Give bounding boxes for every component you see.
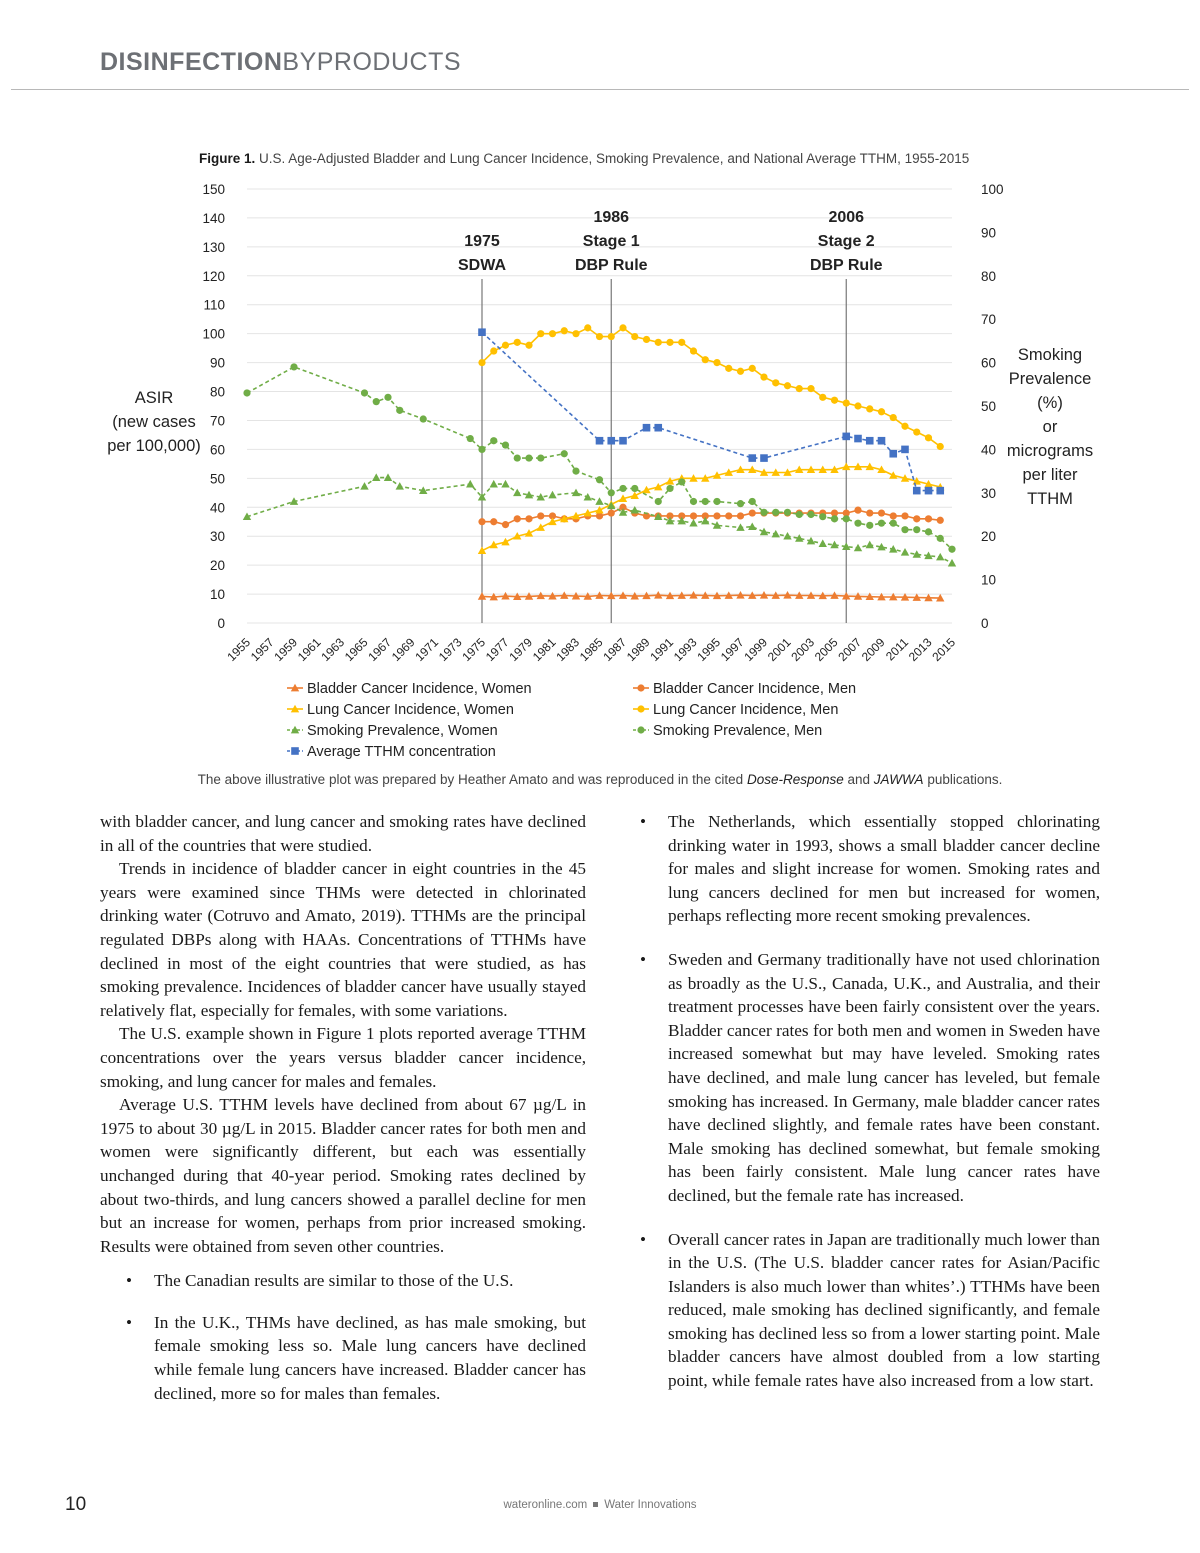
data-point bbox=[643, 424, 651, 432]
data-point bbox=[736, 523, 744, 531]
data-point bbox=[537, 454, 544, 461]
bullet-dot: • bbox=[640, 812, 647, 831]
event-annotation: SDWA bbox=[458, 257, 506, 274]
data-point bbox=[796, 385, 803, 392]
data-point bbox=[913, 515, 920, 522]
bullet-item bbox=[640, 948, 1100, 1208]
article-column-left bbox=[100, 810, 586, 1405]
figure-note-and: and bbox=[843, 772, 874, 787]
section-header-bold: DISINFECTION bbox=[100, 48, 283, 76]
x-tick: 1971 bbox=[412, 635, 442, 665]
data-point bbox=[866, 509, 873, 516]
data-point bbox=[525, 515, 532, 522]
data-point bbox=[466, 480, 474, 488]
data-point bbox=[537, 330, 544, 337]
data-point bbox=[936, 487, 944, 495]
event-annotation: Stage 2 bbox=[817, 233, 875, 250]
x-tick: 1985 bbox=[576, 635, 606, 665]
y-tick-left: 100 bbox=[202, 326, 225, 342]
footer-publication: Water Innovations bbox=[604, 1499, 697, 1511]
data-point bbox=[843, 515, 850, 522]
section-header bbox=[100, 48, 461, 77]
data-point bbox=[467, 435, 474, 442]
data-point bbox=[572, 330, 579, 337]
y-axis-label-left: ASIR bbox=[134, 389, 174, 407]
figure-note-suffix: publications. bbox=[923, 772, 1003, 787]
data-point bbox=[619, 324, 626, 331]
x-tick: 2013 bbox=[905, 635, 935, 665]
data-point bbox=[596, 437, 604, 445]
data-point bbox=[631, 333, 638, 340]
data-point bbox=[243, 389, 250, 396]
data-point bbox=[878, 408, 885, 415]
data-point bbox=[561, 450, 568, 457]
data-point bbox=[937, 443, 944, 450]
data-point bbox=[396, 482, 404, 490]
data-point bbox=[478, 518, 485, 525]
data-point bbox=[372, 473, 380, 481]
bullet-text: The Canadian results are similar to those of the U.S. bbox=[154, 1271, 514, 1291]
data-point bbox=[608, 333, 615, 340]
x-tick: 1989 bbox=[623, 635, 653, 665]
x-tick: 1977 bbox=[482, 635, 512, 665]
data-point bbox=[478, 546, 486, 554]
data-point bbox=[595, 497, 603, 505]
figure-note bbox=[0, 772, 1200, 787]
x-tick: 1963 bbox=[318, 635, 348, 665]
page-number: 10 bbox=[65, 1494, 87, 1515]
data-point bbox=[654, 424, 662, 432]
data-point bbox=[478, 328, 486, 336]
x-tick: 1959 bbox=[271, 635, 301, 665]
y-tick-left: 10 bbox=[209, 587, 225, 603]
x-tick: 1967 bbox=[365, 635, 395, 665]
data-point bbox=[878, 437, 886, 445]
x-tick: 1995 bbox=[694, 635, 724, 665]
data-point bbox=[384, 473, 392, 481]
data-point bbox=[490, 347, 497, 354]
data-point bbox=[772, 530, 780, 538]
data-point bbox=[514, 515, 521, 522]
data-point bbox=[760, 454, 768, 462]
data-point bbox=[819, 513, 826, 520]
data-point bbox=[596, 476, 603, 483]
data-point bbox=[525, 454, 532, 461]
data-point bbox=[502, 441, 509, 448]
data-point bbox=[290, 363, 297, 370]
y-axis-label-right: Prevalence bbox=[1008, 370, 1092, 388]
x-tick: 1981 bbox=[529, 635, 559, 665]
legend-label: Average TTHM concentration bbox=[307, 744, 496, 760]
data-point bbox=[937, 535, 944, 542]
bullet-item bbox=[640, 810, 1100, 928]
data-point bbox=[925, 487, 933, 495]
bullet-item bbox=[640, 1228, 1100, 1393]
data-point bbox=[807, 511, 814, 518]
bullet-text: In the U.K., THMs have declined, as has male smoking, but female smoking less so. Male lung cancers have declined while female lung cancers have increased. Bladder cancer has declined, more so for males than females. bbox=[154, 1312, 586, 1403]
data-point bbox=[513, 489, 521, 497]
data-point bbox=[749, 498, 756, 505]
data-point bbox=[537, 523, 545, 531]
data-point bbox=[702, 356, 709, 363]
y-tick-left: 80 bbox=[209, 384, 225, 400]
data-point bbox=[936, 553, 944, 561]
y-tick-right: 30 bbox=[981, 485, 997, 501]
data-point bbox=[608, 509, 615, 516]
data-point bbox=[796, 511, 803, 518]
data-point bbox=[772, 509, 779, 516]
footer-site: wateronline.com bbox=[503, 1499, 588, 1511]
data-point bbox=[913, 428, 920, 435]
data-point bbox=[478, 446, 485, 453]
data-point bbox=[713, 359, 720, 366]
y-axis-label-left: (new cases bbox=[112, 413, 196, 431]
data-point bbox=[737, 368, 744, 375]
y-tick-right: 100 bbox=[981, 182, 1004, 197]
data-point bbox=[690, 498, 697, 505]
data-point bbox=[901, 526, 908, 533]
y-tick-left: 60 bbox=[209, 442, 225, 458]
bullet-text: Overall cancer rates in Japan are traditionally much lower than in the U.S. (The U.S. bladder cancer rates for Asian/Pacific Islanders is also much lower than whites’.) TTHMs have been reduced, male smoking has declined significantly, and female smoking has declined less so from a lower starting point. Male bladder cancers have almost doubled from a low starting point, while female rates have also increased from a low start. bbox=[668, 1229, 1100, 1391]
data-point bbox=[549, 330, 556, 337]
data-point bbox=[420, 415, 427, 422]
bullet-dot: • bbox=[640, 949, 647, 969]
data-point bbox=[561, 327, 568, 334]
x-tick: 2009 bbox=[858, 635, 888, 665]
data-point bbox=[514, 454, 521, 461]
data-point bbox=[819, 539, 827, 547]
data-point bbox=[937, 517, 944, 524]
data-point bbox=[537, 512, 544, 519]
data-point bbox=[384, 394, 391, 401]
data-point bbox=[607, 437, 615, 445]
data-point bbox=[737, 500, 744, 507]
y-tick-right: 90 bbox=[981, 225, 997, 241]
legend-marker bbox=[637, 726, 644, 733]
data-point bbox=[866, 405, 873, 412]
data-point bbox=[373, 398, 380, 405]
data-point bbox=[925, 515, 932, 522]
data-point bbox=[502, 342, 509, 349]
bullet-item bbox=[100, 1311, 586, 1405]
data-point bbox=[725, 512, 732, 519]
figure-note-journal-2: JAWWA bbox=[873, 772, 924, 787]
data-point bbox=[878, 520, 885, 527]
data-point bbox=[608, 489, 615, 496]
bullet-item bbox=[100, 1269, 586, 1293]
legend-marker bbox=[637, 684, 644, 691]
x-tick: 1975 bbox=[459, 635, 489, 665]
data-point bbox=[666, 485, 673, 492]
figure-label: Figure 1. bbox=[199, 151, 256, 166]
y-tick-left: 130 bbox=[202, 239, 225, 255]
data-point bbox=[619, 437, 627, 445]
data-point bbox=[478, 359, 485, 366]
x-tick: 1979 bbox=[506, 635, 536, 665]
figure-chart bbox=[95, 175, 1105, 770]
data-point bbox=[643, 336, 650, 343]
data-point bbox=[760, 509, 767, 516]
data-point bbox=[807, 385, 814, 392]
figure-caption bbox=[199, 151, 969, 166]
y-tick-right: 50 bbox=[981, 399, 997, 414]
data-point bbox=[631, 491, 639, 499]
data-point bbox=[749, 509, 756, 516]
data-point bbox=[631, 485, 638, 492]
y-axis-label-right: Smoking bbox=[1017, 346, 1083, 364]
data-point bbox=[490, 518, 497, 525]
x-tick: 1961 bbox=[294, 635, 324, 665]
data-point bbox=[842, 433, 850, 441]
y-tick-right: 20 bbox=[981, 529, 997, 545]
x-tick: 2011 bbox=[882, 635, 912, 664]
series-line bbox=[482, 467, 940, 551]
data-point bbox=[548, 491, 556, 499]
data-point bbox=[748, 454, 756, 462]
data-point bbox=[361, 389, 368, 396]
data-point bbox=[772, 379, 779, 386]
event-annotation: 1986 bbox=[593, 209, 630, 226]
data-point bbox=[854, 507, 861, 514]
footer-separator bbox=[593, 1502, 598, 1507]
data-point bbox=[689, 519, 697, 527]
y-tick-left: 150 bbox=[202, 182, 225, 197]
data-point bbox=[501, 538, 509, 546]
data-point bbox=[948, 559, 956, 567]
data-point bbox=[678, 478, 685, 485]
data-point bbox=[819, 394, 826, 401]
legend-label: Smoking Prevalence, Women bbox=[307, 723, 498, 739]
data-point bbox=[702, 498, 709, 505]
x-tick: 1997 bbox=[717, 635, 747, 665]
data-point bbox=[854, 520, 861, 527]
y-tick-right: 10 bbox=[981, 572, 997, 588]
x-tick: 2001 bbox=[764, 635, 794, 665]
y-tick-right: 60 bbox=[981, 355, 997, 371]
y-tick-left: 0 bbox=[217, 616, 225, 631]
data-point bbox=[713, 512, 720, 519]
y-tick-left: 110 bbox=[203, 297, 225, 313]
figure-caption-text: U.S. Age-Adjusted Bladder and Lung Cancer Incidence, Smoking Prevalence, and National Average TTHM, 1955-2015 bbox=[259, 151, 970, 166]
data-point bbox=[666, 339, 673, 346]
data-point bbox=[866, 541, 874, 549]
series-line bbox=[482, 328, 940, 447]
data-point bbox=[678, 339, 685, 346]
data-point bbox=[655, 339, 662, 346]
body-paragraph: Average U.S. TTHM levels have declined from about 67 µg/L in 1975 to about 30 µg/L in 2015. Bladder cancer rates for both men and women were significantly different, but each was essentially unchanged during that 40-year period. Smoking rates declined by about two-thirds, and lung cancers showed a parallel decline for men but an increase for women, perhaps from prior increased smoking. Results were obtained from seven other countries. bbox=[100, 1095, 586, 1256]
data-point bbox=[889, 450, 897, 458]
data-point bbox=[725, 365, 732, 372]
data-point bbox=[596, 333, 603, 340]
y-axis-label-left: per 100,000) bbox=[107, 437, 201, 455]
data-point bbox=[655, 498, 662, 505]
x-tick: 1969 bbox=[388, 635, 418, 665]
event-annotation: 1975 bbox=[464, 233, 500, 250]
body-paragraph: Trends in incidence of bladder cancer in eight countries in the 45 years were examined since THMs were detected in chlorinated drinking water (Cotruvo and Amato, 2019). TTHMs are the principal regulated DBPs along with HAAs. Concentrations of TTHMs have declined in most of the eight countries that were studied, as has smoking prevalence. Incidences of bladder cancer have usually stayed relatively flat, especially for females, with some variations. bbox=[100, 859, 586, 1020]
data-point bbox=[901, 446, 909, 454]
data-point bbox=[925, 528, 932, 535]
figure-note-journal-1: Dose-Response bbox=[746, 772, 844, 787]
y-tick-right: 80 bbox=[981, 268, 997, 284]
y-tick-left: 50 bbox=[209, 471, 225, 487]
y-tick-left: 120 bbox=[202, 268, 225, 284]
legend-marker bbox=[291, 747, 299, 755]
page-footer bbox=[0, 1499, 1200, 1511]
data-point bbox=[866, 437, 874, 445]
x-tick: 1987 bbox=[600, 635, 630, 665]
data-point bbox=[948, 546, 955, 553]
data-point bbox=[501, 480, 509, 488]
data-point bbox=[525, 342, 532, 349]
data-point bbox=[654, 483, 662, 491]
x-tick: 1957 bbox=[247, 635, 277, 665]
body-paragraph: with bladder cancer, and lung cancer and smoking rates have declined in all of the countries that were studied. bbox=[100, 812, 586, 855]
bullet-dot: • bbox=[126, 1312, 133, 1332]
y-tick-left: 90 bbox=[209, 355, 225, 371]
data-point bbox=[925, 434, 932, 441]
section-header-light: BYPRODUCTS bbox=[282, 48, 462, 76]
data-point bbox=[890, 520, 897, 527]
x-tick: 2015 bbox=[929, 635, 959, 665]
x-tick: 2005 bbox=[811, 635, 841, 665]
data-point bbox=[490, 480, 498, 488]
legend-label: Smoking Prevalence, Men bbox=[653, 723, 823, 739]
x-tick: 1991 bbox=[647, 635, 677, 665]
data-point bbox=[619, 485, 626, 492]
data-point bbox=[713, 498, 720, 505]
data-point bbox=[831, 397, 838, 404]
y-tick-left: 40 bbox=[209, 500, 225, 516]
legend-label: Lung Cancer Incidence, Men bbox=[653, 702, 839, 718]
bullet-dot: • bbox=[126, 1271, 133, 1291]
x-tick: 1999 bbox=[741, 635, 771, 665]
data-point bbox=[901, 423, 908, 430]
data-point bbox=[360, 482, 368, 490]
figure-note-prefix: The above illustrative plot was prepared by Heather Amato and was reproduced in the cited bbox=[197, 772, 747, 787]
header-divider bbox=[11, 89, 1189, 90]
data-point bbox=[502, 521, 509, 528]
data-point bbox=[396, 407, 403, 414]
data-point bbox=[866, 522, 873, 529]
data-point bbox=[843, 400, 850, 407]
y-axis-label-right: micrograms bbox=[1006, 442, 1094, 460]
data-point bbox=[913, 526, 920, 533]
x-tick: 1965 bbox=[341, 635, 371, 665]
article-column-right bbox=[640, 810, 1100, 1413]
y-tick-right: 70 bbox=[981, 312, 997, 328]
y-axis-label-right: TTHM bbox=[1027, 490, 1073, 508]
data-point bbox=[572, 468, 579, 475]
data-point bbox=[831, 515, 838, 522]
data-point bbox=[890, 414, 897, 421]
data-point bbox=[901, 548, 909, 556]
data-point bbox=[889, 471, 897, 479]
data-point bbox=[749, 365, 756, 372]
event-annotation: 2006 bbox=[828, 209, 865, 226]
data-point bbox=[490, 437, 497, 444]
y-tick-left: 70 bbox=[209, 413, 225, 429]
data-point bbox=[784, 382, 791, 389]
legend-label: Bladder Cancer Incidence, Men bbox=[653, 681, 857, 697]
data-point bbox=[854, 435, 862, 443]
body-paragraph: The U.S. example shown in Figure 1 plots reported average TTHM concentrations over the years versus bladder cancer incidence, smoking, and lung cancer for males and females. bbox=[100, 1024, 586, 1091]
event-annotation: Stage 1 bbox=[582, 233, 640, 250]
x-tick: 1973 bbox=[435, 635, 465, 665]
y-tick-left: 140 bbox=[202, 210, 225, 226]
data-point bbox=[525, 529, 533, 537]
event-annotation: DBP Rule bbox=[574, 257, 648, 274]
x-tick: 1993 bbox=[670, 635, 700, 665]
event-annotation: DBP Rule bbox=[809, 257, 883, 274]
data-point bbox=[737, 512, 744, 519]
bullet-dot: • bbox=[640, 1229, 647, 1249]
bullet-text: The Netherlands, which essentially stopped chlorinating drinking water in 1993, shows a small bladder cancer decline for males and slight increase for women. Smoking rates and lung cancers declined for men but increased for women, perhaps reflecting more recent smoking prevalences. bbox=[668, 812, 1100, 926]
bullet-text: Sweden and Germany traditionally have not used chlorination as broadly as the U.S., Canada, U.K., and Australia, and their treatment processes have been fairly consistent over the years. Bladder cancer rates for both men and women in Sweden have increased somewhat but may have leveled. Smoking rates have declined, and male lung cancer has leveled, but female smoking has increased. In Germany, male bladder cancer rates have declined slightly, and female rates have been constant. Male smoking has declined somewhat, but female smoking has been fairly consistent. Male lung cancer rates have declined, but the female rate has increased. bbox=[668, 949, 1100, 1205]
data-point bbox=[514, 339, 521, 346]
x-tick: 2007 bbox=[835, 635, 865, 665]
legend-label: Bladder Cancer Incidence, Women bbox=[307, 681, 532, 697]
y-axis-label-right: (%) bbox=[1037, 394, 1063, 412]
x-tick: 1983 bbox=[553, 635, 583, 665]
data-point bbox=[854, 402, 861, 409]
data-point bbox=[784, 509, 791, 516]
x-tick: 2003 bbox=[788, 635, 818, 665]
y-tick-left: 30 bbox=[209, 529, 225, 545]
data-point bbox=[690, 347, 697, 354]
data-point bbox=[760, 373, 767, 380]
data-point bbox=[878, 509, 885, 516]
y-tick-right: 40 bbox=[981, 442, 997, 458]
y-axis-label-right: or bbox=[1042, 418, 1058, 436]
data-point bbox=[890, 512, 897, 519]
y-axis-label-right: per liter bbox=[1022, 466, 1078, 484]
data-point bbox=[901, 512, 908, 519]
legend-marker bbox=[637, 705, 644, 712]
x-tick: 1955 bbox=[224, 635, 254, 665]
data-point bbox=[913, 487, 921, 495]
data-point bbox=[854, 544, 862, 552]
y-tick-right: 0 bbox=[981, 616, 989, 631]
legend-label: Lung Cancer Incidence, Women bbox=[307, 702, 514, 718]
data-point bbox=[690, 512, 697, 519]
y-tick-left: 20 bbox=[209, 558, 225, 574]
data-point bbox=[584, 324, 591, 331]
